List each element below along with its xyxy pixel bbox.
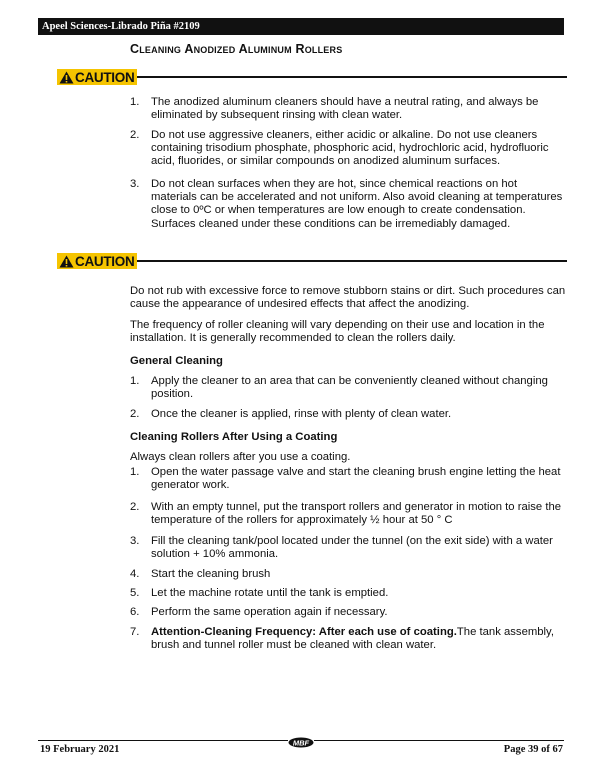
page-title: Cleaning Anodized Aluminum Rollers — [130, 42, 343, 56]
attention-bold-text: Attention-Cleaning Frequency: After each use of coating. — [151, 626, 457, 638]
caution-rule — [137, 260, 567, 262]
header-text: Apeel Sciences-Librado Piña #2109 — [42, 21, 200, 32]
footer-date: 19 February 2021 — [40, 744, 120, 755]
caution-label: CAUTION — [75, 253, 135, 269]
general-cleaning-heading: General Cleaning — [130, 355, 223, 367]
header-bar — [38, 18, 564, 35]
caution-label: CAUTION — [75, 69, 135, 85]
warning-triangle-icon — [59, 255, 74, 268]
caution-banner-2 — [57, 253, 567, 269]
logo-text: MBF — [292, 738, 310, 748]
coating-intro: Always clean rollers after you use a coating. — [130, 451, 351, 463]
company-logo — [288, 735, 314, 746]
paragraph-frequency: The frequency of roller cleaning will vary depending on their use and location in the installation. It is generally recommended to clean the rollers daily. — [130, 319, 545, 345]
paragraph-rubbing: Do not rub with excessive force to remove stubborn stains or dirt. Such procedures can cause the appearance of undesired effects that affect the anodizing. — [130, 285, 566, 311]
caution-rule — [137, 76, 567, 78]
warning-triangle-icon — [59, 71, 74, 84]
footer-page-number: Page 39 of 67 — [503, 744, 563, 755]
attention-text: The tank assembly, brush and tunnel roller must be cleaned with clean water. — [151, 626, 555, 652]
coating-cleaning-heading: Cleaning Rollers After Using a Coating — [130, 431, 338, 443]
caution-banner-1 — [57, 69, 567, 85]
